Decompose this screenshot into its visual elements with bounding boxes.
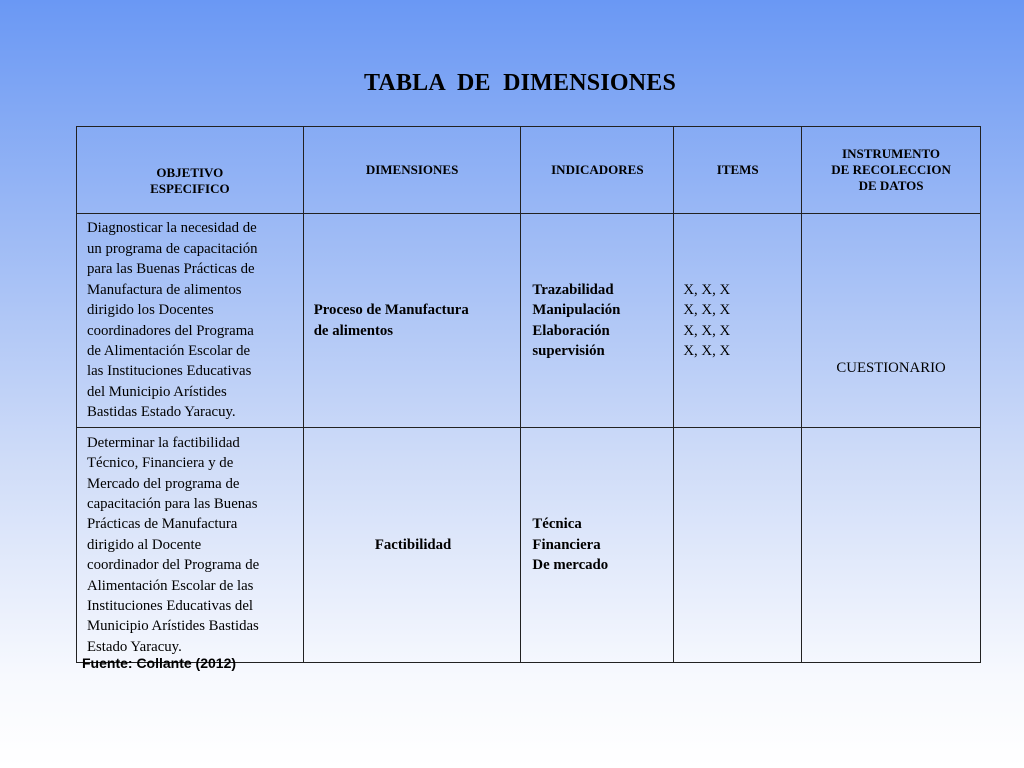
- header-instrumento: INSTRUMENTO DE RECOLECCION DE DATOS: [802, 127, 981, 214]
- row-2-objetivo: Determinar la factibilidad Técnico, Financiera y de Mercado del programa de capacitación para las Buenas Prácticas de Manufactura dirigido al Docente coordinador del Programa de Alimentación Escolar de las Instituciones Educativas del Municipio Arístides Bastidas Estado Yaracuy.: [77, 428, 304, 663]
- header-objetivo-especifico: OBJETIVO ESPECIFICO: [77, 127, 304, 214]
- table-header-row: [77, 127, 981, 214]
- row-2-items: [674, 428, 802, 663]
- header-items: ITEMS: [674, 127, 802, 214]
- row-1-instrumento: CUESTIONARIO: [802, 214, 981, 428]
- row-2-dimension: Factibilidad: [303, 428, 521, 663]
- row-1-objetivo: Diagnosticar la necesidad de un programa de capacitación para las Buenas Prácticas de Manufactura de alimentos dirigido los Docentes coordinadores del Programa de Alimentación Escolar de las Instituciones Educativas del Municipio Arístides Bastidas Estado Yaracuy.: [77, 214, 304, 428]
- header-indicadores: INDICADORES: [521, 127, 674, 214]
- page-title: TABLA DE DIMENSIONES: [363, 70, 677, 96]
- table-row: [77, 214, 981, 428]
- source-note: Fuente: Collante (2012): [82, 655, 237, 671]
- row-1-items: X, X, X X, X, X X, X, X X, X, X: [674, 214, 802, 428]
- header-dimensiones: DIMENSIONES: [303, 127, 521, 214]
- row-1-indicadores: Trazabilidad Manipulación Elaboración supervisión: [521, 214, 674, 428]
- row-2-instrumento: [802, 428, 981, 663]
- dimensions-table: [76, 126, 981, 663]
- row-1-dimension: Proceso de Manufactura de alimentos: [303, 214, 521, 428]
- row-2-indicadores: Técnica Financiera De mercado: [521, 428, 674, 663]
- table-row: [77, 428, 981, 663]
